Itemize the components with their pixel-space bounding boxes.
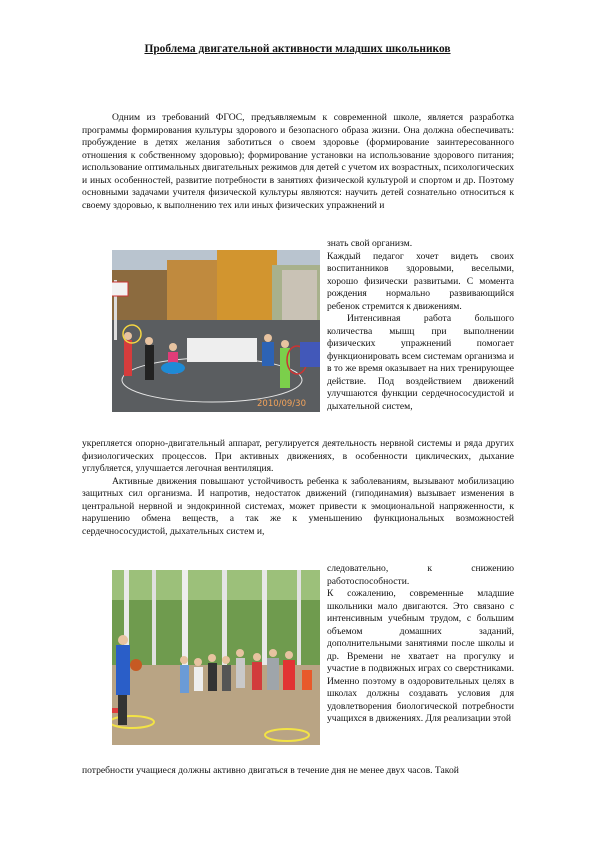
intro-paragraph-block — [82, 112, 514, 212]
text-line: знать свой организм. — [327, 238, 413, 249]
school-event-photo — [112, 250, 320, 412]
photo-date-stamp: 2010/09/30 — [257, 399, 306, 409]
paragraph: Интенсивная работа большого количества мышц при выполнении физических упражнений помогает функционировать всем системам организма и в то же время оказывает на них тренирующее действие. Под воздействием движений улучшаются функции сердечнососудистой и дыхательной систем, — [327, 313, 514, 412]
paragraph: укрепляется опорно-двигательный аппарат, регулируется деятельность нервной системы и ряда других физиологических процессов. При активных движениях, в особенности циклических, дыхание углубляется, улучшается легочная вентиляция. — [82, 438, 514, 474]
photo-illustration — [112, 250, 320, 412]
text-line: следовательно, к снижению работоспособности. — [327, 563, 514, 587]
outdoor-activity-photo — [112, 570, 320, 745]
page-title: Проблема двигательной активности младших школьников — [144, 43, 451, 55]
side-text-block-1 — [327, 238, 514, 413]
paragraph: Каждый педагог хочет видеть своих воспитанников здоровыми, веселыми, хорошо физически развитыми. С момента рождения нормально развивающийся ребенок стремится к движениям. — [327, 250, 514, 312]
photo-illustration — [112, 570, 320, 745]
paragraph: потребности учащиеся должны активно двигаться в течение дня не менее двух часов. Такой — [82, 765, 459, 776]
paragraph: Активные движения повышают устойчивость ребенка к заболеваниям, вызывают мобилизацию защитных сил организма. И напротив, недостаток движений (гиподинамия) вызывает изменения в центральной нервной и эндокринной системах, может привести к эмоциональной напряженности, к нарушению обмена веществ, а так же к уменьшению функциональных возможностей сердечнососудистой, дыхательных систем и, — [82, 475, 514, 537]
full-text-block-2 — [82, 765, 514, 778]
paragraph: К сожалению, современные младшие школьники мало двигаются. Это связано с интенсивным учебным трудом, с большим объемом домашних заданий, дополнительными занятиями после школы и др. Времени не хватает на прогулку и участие в подвижных играх со сверстниками. Именно поэтому в оздоровительных целях в школах должны создавать условия для удовлетворения биологической потребности учащихся в движениях. Для реализации этой — [327, 588, 514, 724]
side-text-block-2 — [327, 563, 514, 726]
full-text-block-1 — [82, 438, 514, 538]
paragraph: Одним из требований ФГОС, предъявляемым к современной школе, является разработка программы формирования культуры здорового и безопасного образа жизни. Она должна обеспечивать: пробуждение в детях желания заботиться о своем здоровье (формирование заинтересованного отношения к собственному здоровью); формирование установки на использование здорового питания; использование оптимальных двигательных режимов для детей с учетом их возрастных, психологических и иных особенностей, развитие потребности в занятиях физической культурой и спортом и др. Поэтому основными задачами учителя физической культуры являются: научить детей сознательно относиться к своему здоровью, к выполнению тех или иных физических упражнений и — [82, 112, 514, 211]
